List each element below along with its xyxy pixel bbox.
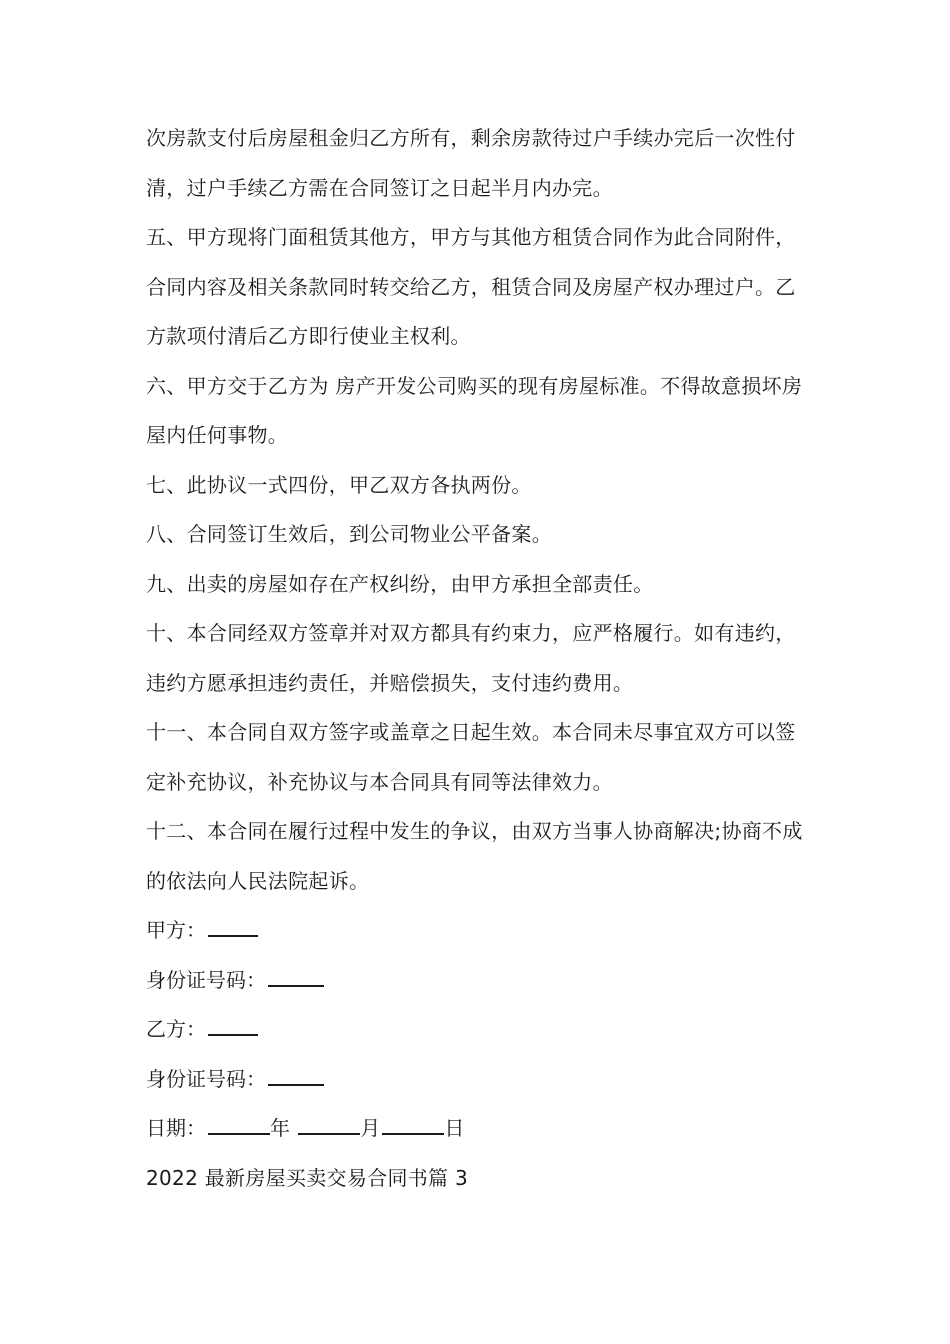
paragraph-clause-8: 八、合同签订生效后，到公司物业公平备案。 — [146, 522, 552, 546]
party-a-label: 甲方： — [146, 918, 206, 942]
month-label: 月 — [360, 1116, 381, 1140]
party-b-line — [146, 1005, 811, 1055]
paragraph-clause-7: 七、此协议一式四份，甲乙双方各执两份。 — [146, 472, 532, 497]
party-b-id-label: 身份证号码： — [146, 1066, 266, 1091]
party-a-id-line — [146, 956, 811, 1006]
day-label: 日 — [444, 1116, 465, 1140]
next-section-title: 2022 最新房屋买卖交易合同书篇 3 — [146, 1165, 469, 1190]
paragraph-clause-5: 五、甲方现将门面租赁其他方，甲方与其他方租赁合同作为此合同附件，合同内容及相关条款同时转交给乙方，租赁合同及房屋产权办理过户。乙方款项付清后乙方即行使业主权利。 — [146, 225, 796, 348]
party-b-id-line — [146, 1055, 811, 1105]
party-b-blank — [208, 1016, 258, 1036]
paragraph-clause-10: 十、本合同经双方签章并对双方都具有约束力，应严格履行。如有违约，违约方愿承担违约责任，并赔偿损失，支付违约费用。 — [146, 621, 796, 695]
date-label: 日期： — [146, 1116, 206, 1140]
party-a-id-blank — [268, 967, 324, 987]
paragraph-clause-6: 六、甲方交于乙方为 房产开发公司购买的现有房屋标准。不得故意损坏房屋内任何事物。 — [146, 373, 803, 447]
paragraph-clause-12: 十二、本合同在履行过程中发生的争议，由双方当事人协商解决;协商不成的依法向人民法院起诉。 — [146, 819, 803, 893]
month-blank — [298, 1115, 360, 1135]
party-b-id-blank — [268, 1066, 324, 1086]
party-b-label: 乙方： — [146, 1017, 206, 1041]
day-blank — [382, 1115, 444, 1135]
party-a-blank — [208, 917, 258, 937]
date-line — [146, 1104, 811, 1154]
year-label: 年 — [270, 1116, 290, 1140]
party-a-id-label: 身份证号码： — [146, 967, 266, 992]
year-blank — [208, 1115, 270, 1135]
paragraph-clause-11: 十一、本合同自双方签字或盖章之日起生效。本合同未尽事宜双方可以签定补充协议，补充协议与本合同具有同等法律效力。 — [146, 720, 796, 794]
document-body — [146, 114, 811, 1203]
paragraph-payment-remainder: 次房款支付后房屋租金归乙方所有，剩余房款待过户手续办完后一次性付清，过户手续乙方需在合同签订之日起半月内办完。 — [146, 126, 796, 200]
party-a-line — [146, 906, 811, 956]
paragraph-clause-9: 九、出卖的房屋如存在产权纠纷，由甲方承担全部责任。 — [146, 571, 654, 596]
